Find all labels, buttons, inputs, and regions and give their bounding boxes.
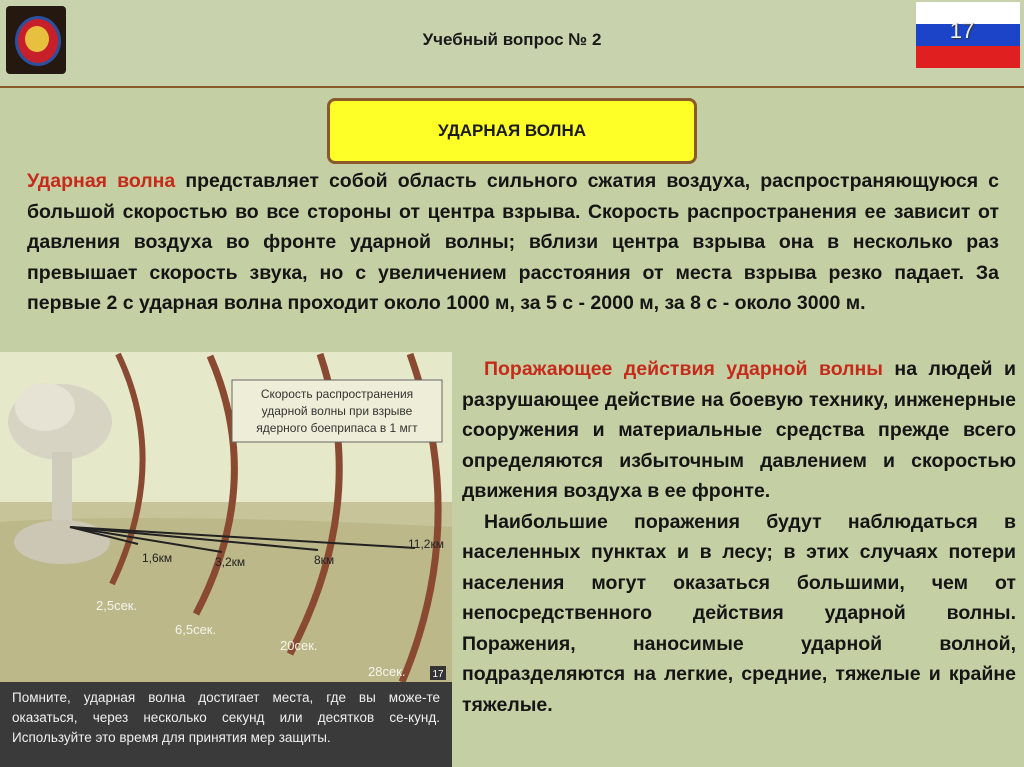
figure-title-line-1: Скорость распространения bbox=[260, 387, 414, 401]
figure-title-line-2: ударной волны при взрыве bbox=[261, 404, 413, 418]
effects-block bbox=[462, 354, 1016, 720]
distance-label-3: 8км bbox=[314, 553, 335, 567]
distance-label-4: 11,2км bbox=[408, 537, 444, 551]
effects-term: Поражающее действия ударной волны bbox=[484, 358, 883, 380]
time-label-2: 6,5сек. bbox=[175, 622, 217, 637]
figure-title-line-3: ядерного боеприпаса в 1 мгт bbox=[256, 421, 418, 435]
section-badge bbox=[327, 98, 697, 164]
time-label-3: 20сек. bbox=[280, 638, 318, 653]
time-label-4: 28сек. bbox=[368, 664, 406, 679]
section-badge-label: УДАРНАЯ ВОЛНА bbox=[437, 121, 587, 140]
page-title: Учебный вопрос № 2 bbox=[422, 30, 602, 49]
cloud-base bbox=[14, 520, 110, 564]
slide-number: 17 bbox=[949, 18, 975, 43]
time-label-1: 2,5сек. bbox=[96, 598, 138, 613]
effects-text: на людей и разрушающее действие на боевую технику, инженерные сооружения и материальные средства прежде всего определяются избыточным давлением и скоростью движения воздуха в ее фронте. bbox=[462, 358, 1017, 502]
cloud-cap-highlight bbox=[15, 383, 75, 431]
intro-text: представляет собой область сильного сжатия воздуха, распространяющуюся с большой скоростью во все стороны от центра взрыва. Скорость распространения ее зависит от давления воздуха во фронте ударной волны; вблизи центра взрыва она в несколько раз превышает скорость звука, но с увеличением расстояния от места взрыва резко падает. За первые 2 с ударная волна проходит около 1000 м, за 5 с - 2000 м, за 8 с - около 3000 м. bbox=[27, 170, 999, 314]
intro-term: Ударная волна bbox=[27, 170, 176, 192]
corner-number: 17 bbox=[432, 669, 444, 680]
header-bar bbox=[0, 0, 1024, 88]
damage-paragraph: Наибольшие поражения будут наблюдаться в населенных пунктах и в лесу; в этих случаях потери населения могут оказаться большими, чем от непосредственного действия ударной волны. Поражения, наносимые ударной волной, подразделяются на легкие, средние, тяжелые и крайне тяжелые. bbox=[462, 510, 1016, 716]
intro-paragraph bbox=[27, 166, 999, 319]
distance-label-2: 3,2км bbox=[215, 555, 246, 569]
figure-caption: Помните, ударная волна достигает места, где вы може-те оказаться, через несколько секунд или десятков се-кунд. Используйте это время для принятия мер защиты. bbox=[0, 682, 452, 767]
shockwave-drawing bbox=[0, 352, 452, 682]
distance-label-1: 1,6км bbox=[142, 551, 173, 565]
effects-paragraph bbox=[462, 354, 1016, 507]
